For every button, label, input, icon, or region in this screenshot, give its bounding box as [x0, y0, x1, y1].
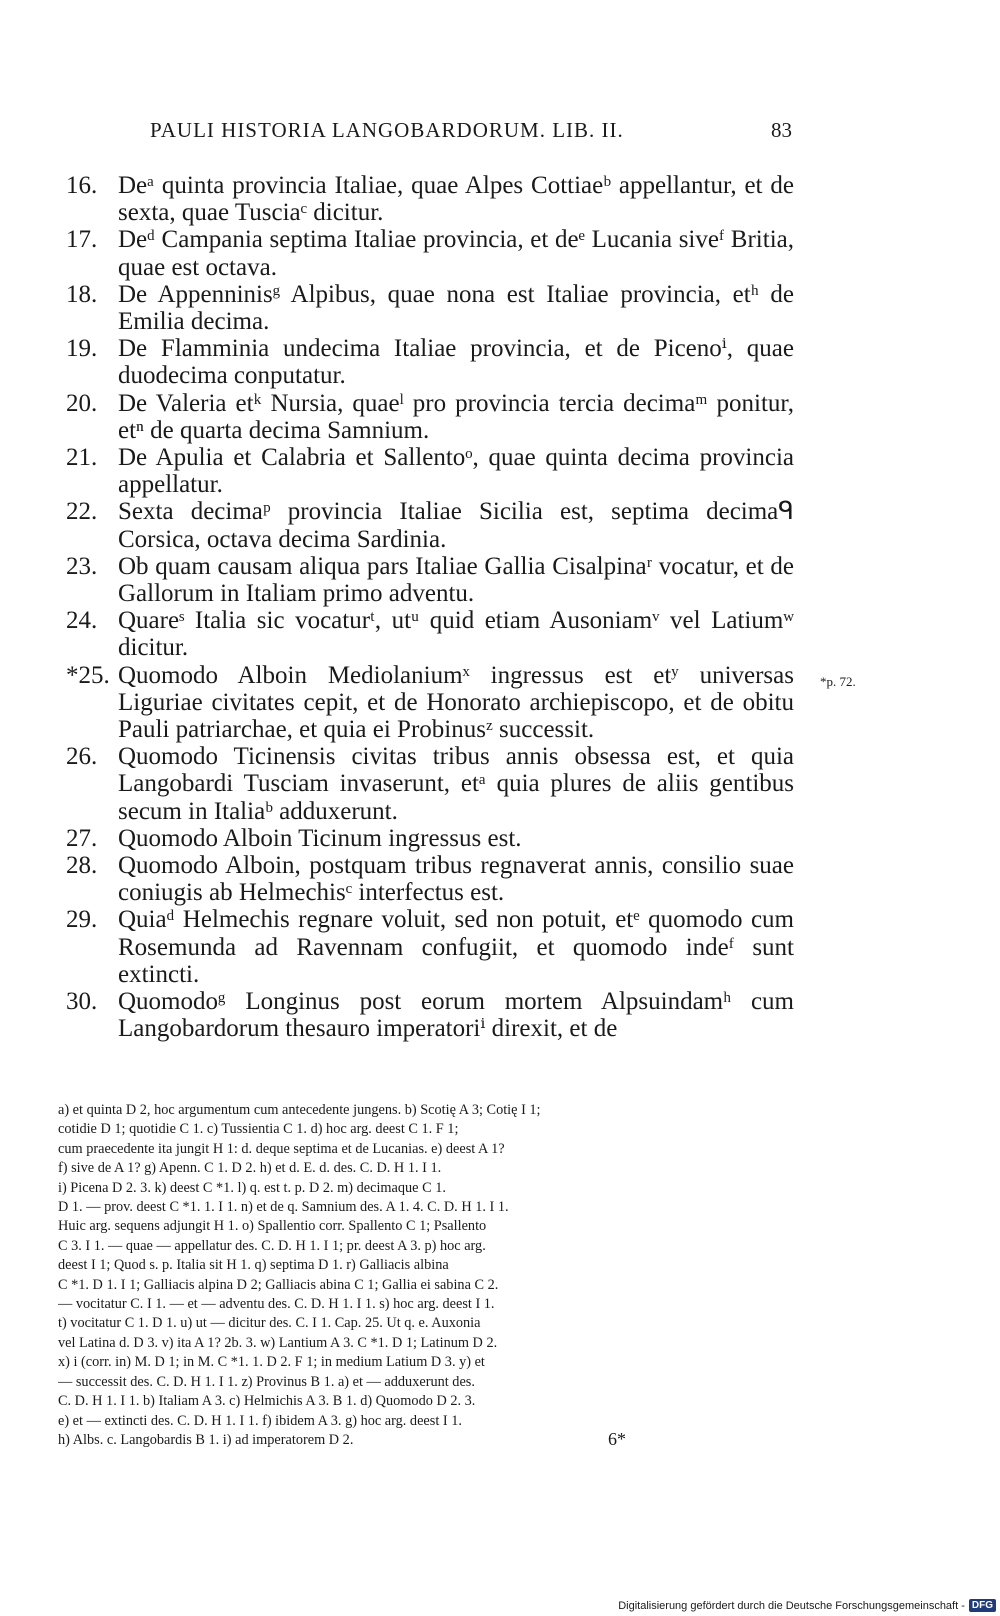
chapter-entry	[66, 988, 794, 1042]
chapter-title: Sexta decimaᵖ provincia Italiae Sicilia est, septima decimaᑫ Corsica, octava decima Sardinia.	[118, 498, 794, 553]
chapter-entry	[66, 607, 794, 661]
chapter-title: Quomodo Alboin Mediolaniumˣ ingressus est etʸ universas Liguriae civitates cepit, et de Honorato archiepiscopo, et de obitu Pauli patriarchae, et quia ei Probinusᶻ successit.	[118, 661, 794, 744]
footnote-line: i) Picena D 2. 3. k) deest C *1. l) q. est t. p. D 2. m) decimaque C 1.	[58, 1179, 446, 1196]
margin-page-reference: *p. 72.	[820, 674, 856, 689]
chapter-title: Quiaᵈ Helmechis regnare voluit, sed non potuit, etᵉ quomodo cum Rosemunda ad Ravennam confugiit, et quomodo indeᶠ sunt extincti.	[118, 906, 794, 988]
chapter-entry	[66, 444, 794, 498]
footnote-line: a) et quinta D 2, hoc argumentum cum antecedente jungens. b) Scotię A 3; Cotię I 1;	[58, 1102, 541, 1118]
chapter-title: Quomodo Alboin Ticinum ingressus est.	[118, 824, 522, 852]
chapter-title: De Apulia et Calabria et Sallentoᵒ, quae quinta decima provincia appellatur.	[118, 444, 794, 499]
footnote-line: cotidie D 1; quotidie C 1. c) Tussientia C 1. d) hoc arg. deest C 1. F 1;	[58, 1121, 459, 1138]
footnotes	[58, 1101, 790, 1450]
chapter-title: Quomodoᵍ Longinus post eorum mortem Alpsuindamʰ cum Langobardorum thesauro imperatoriⁱ direxit, et de	[118, 988, 794, 1043]
chapter-number: 26.	[66, 743, 98, 771]
chapter-title: De Appenninisᵍ Alpibus, quae nona est Italiae provincia, etʰ de Emilia decima.	[118, 280, 794, 336]
footnote-line: C. D. H 1. I 1. b) Italiam A 3. c) Helmichis A 3. B 1. d) Quomodo D 2. 3.	[58, 1393, 476, 1410]
chapter-number: 21.	[66, 444, 98, 472]
chapter-number: 20.	[66, 389, 98, 417]
chapter-title: Deᵈ Campania septima Italiae provincia, et deᵉ Lucania siveᶠ Britia, quae est octava.	[118, 226, 794, 281]
chapter-title: Deᵃ quinta provincia Italiae, quae Alpes Cottiaeᵇ appellantur, et de sexta, quae Tusciaᶜ dicitur.	[118, 172, 794, 227]
chapter-entry	[66, 906, 794, 988]
chapter-number: *25.	[66, 661, 110, 689]
footnote-line: C *1. D 1. I 1; Galliacis alpina D 2; Galliacis abina C 1; Gallia ei sabina C 2.	[58, 1276, 499, 1293]
chapter-number: 19.	[66, 335, 98, 363]
chapter-number: 28.	[66, 852, 98, 880]
chapter-number: 22.	[66, 498, 98, 526]
chapter-number: 29.	[66, 906, 98, 934]
footnote-line: Huic arg. sequens adjungit H 1. o) Spallentio corr. Spallento C 1; Psallento	[58, 1218, 487, 1235]
chapter-number: 16.	[66, 172, 98, 199]
chapter-number: 18.	[66, 280, 98, 308]
footnote-line: cum praecedente ita jungit H 1: d. deque septima et de Lucanias. e) deest A 1?	[58, 1140, 505, 1157]
chapter-entry	[66, 498, 794, 552]
chapter-title: Quareˢ Italia sic vocaturᵗ, utᵘ quid etiam Ausoniamᵛ vel Latiumʷ dicitur.	[118, 607, 794, 662]
digitization-footer	[618, 1599, 996, 1612]
dfg-logo: DFG	[969, 1599, 996, 1612]
footnote-line: vel Latina d. D 3. v) ita A 1? 2b. 3. w) Lantium A 3. C *1. D 1; Latinum D 2.	[58, 1334, 498, 1351]
footnote-line: — successit des. C. D. H 1. I 1. z) Provinus B 1. a) et — adduxerunt des.	[58, 1373, 475, 1390]
chapter-entry	[66, 226, 794, 280]
chapter-number: 23.	[66, 552, 98, 580]
chapter-entry	[66, 662, 794, 744]
chapter-title: Ob quam causam aliqua pars Italiae Gallia Cisalpinaʳ vocatur, et de Gallorum in Italiam primo adventu.	[118, 552, 794, 608]
signature-mark: 6*	[608, 1429, 626, 1449]
chapter-entry	[66, 281, 794, 335]
chapter-number: 27.	[66, 824, 98, 852]
page-header	[150, 118, 792, 152]
chapter-entry	[66, 852, 794, 906]
chapter-entry	[66, 390, 794, 444]
chapter-entry	[66, 825, 794, 852]
footnote-line: C 3. I 1. — quae — appellatur des. C. D. H 1. I 1; pr. deest A 3. p) hoc arg.	[58, 1237, 486, 1254]
footer-text: Digitalisierung gefördert durch die Deutsche Forschungsgemeinschaft -	[618, 1599, 965, 1612]
footnote-line: e) et — extincti des. C. D. H 1. I 1. f) ibidem A 3. g) hoc arg. deest I 1.	[58, 1412, 462, 1429]
chapter-title: De Flamminia undecima Italiae provincia, et de Picenoⁱ, quae duodecima conputatur.	[118, 335, 794, 390]
chapter-entry	[66, 553, 794, 607]
chapter-list	[66, 172, 794, 1043]
footnote-line: f) sive de A 1? g) Apenn. C 1. D 2. h) et d. E. d. des. C. D. H 1. I 1.	[58, 1160, 442, 1177]
footnote-line: h) Albs. c. Langobardis B 1. i) ad imperatorem D 2.	[58, 1431, 354, 1448]
chapter-title: Quomodo Ticinensis civitas tribus annis obsessa est, et quia Langobardi Tusciam invaserunt, etᵃ quia plures de aliis gentibus secum in Italiaᵇ adduxerunt.	[118, 743, 794, 825]
chapter-number: 24.	[66, 607, 98, 635]
footnote-line: x) i (corr. in) M. D 1; in M. C *1. 1. D 2. F 1; in medium Latium D 3. y) et	[58, 1354, 485, 1371]
footnote-line: t) vocitatur C 1. D 1. u) ut — dicitur des. C. I 1. Cap. 25. Ut q. e. Auxonia	[58, 1315, 481, 1332]
footnote-line: D 1. — prov. deest C *1. 1. I 1. n) et de q. Samnium des. A 1. 4. C. D. H 1. I 1.	[58, 1199, 509, 1216]
page-number: 83	[771, 118, 792, 142]
chapter-entry	[66, 743, 794, 825]
chapter-entry	[66, 335, 794, 389]
chapter-number: 17.	[66, 226, 98, 254]
chapter-entry	[66, 172, 794, 226]
running-title: PAULI HISTORIA LANGOBARDORUM. LIB. II.	[150, 118, 624, 142]
footnote-line: — vocitatur C. I 1. — et — adventu des. C. D. H 1. I 1. s) hoc arg. deest I 1.	[58, 1296, 495, 1313]
chapter-number: 30.	[66, 988, 98, 1016]
footnote-line: deest I 1; Quod s. p. Italia sit H 1. q) septima D 1. r) Galliacis albina	[58, 1257, 449, 1274]
chapter-title: Quomodo Alboin, postquam tribus regnaverat annis, consilio suae coniugis ab Helmechisᶜ interfectus est.	[118, 852, 794, 907]
chapter-title: De Valeria etᵏ Nursia, quaeˡ pro provincia tercia decimaᵐ ponitur, etⁿ de quarta decima Samnium.	[118, 389, 794, 444]
